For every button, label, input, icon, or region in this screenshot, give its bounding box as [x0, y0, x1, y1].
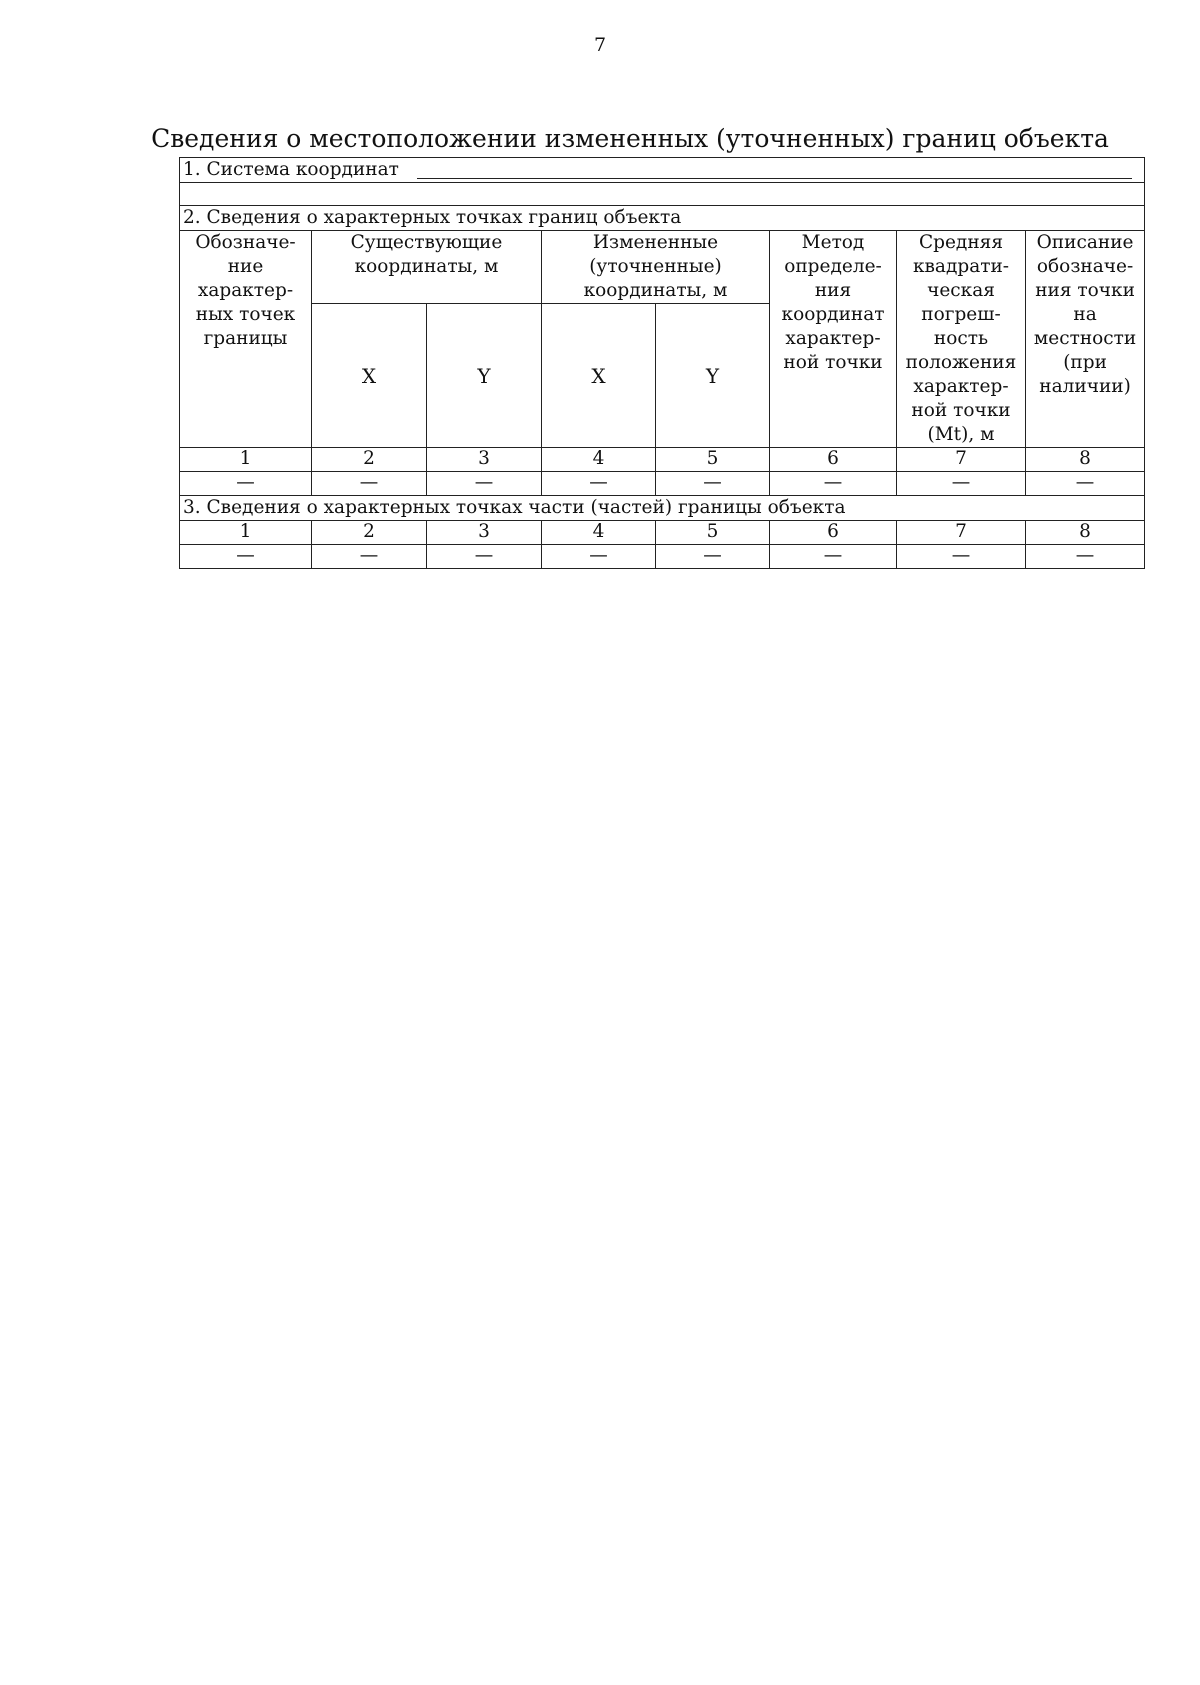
table-cell: —: [897, 472, 1026, 496]
section3-column-numbers: [180, 521, 1145, 545]
blank-cell: [180, 183, 1145, 206]
table-cell: —: [427, 472, 542, 496]
column-number: 7: [897, 448, 1026, 472]
section3-label: 3. Сведения о характерных точках части (частей) границы объекта: [180, 496, 1145, 521]
column-number: 8: [1026, 448, 1145, 472]
table-cell: —: [312, 545, 427, 569]
column-number: 4: [542, 448, 656, 472]
header-point-description: Описание обозначе- ния точки на местности (при наличии): [1026, 231, 1145, 448]
section2-label: 2. Сведения о характерных точках границ объекта: [180, 206, 1145, 231]
table-cell: —: [656, 545, 770, 569]
section3-header-row: [180, 496, 1145, 521]
header-changed-x: X: [542, 304, 656, 448]
column-number: 5: [656, 521, 770, 545]
coordinate-system-cell: [180, 158, 1145, 183]
header-point-designation: Обозначе- ние характер- ных точек границы: [180, 231, 312, 448]
header-method: Метод определе- ния координат характер- ной точки: [770, 231, 897, 448]
blank-row: [180, 183, 1145, 206]
section3-data-row: [180, 545, 1145, 569]
column-number: 8: [1026, 521, 1145, 545]
column-number: 2: [312, 521, 427, 545]
table-cell: —: [180, 545, 312, 569]
table-cell: —: [542, 545, 656, 569]
table-cell: —: [656, 472, 770, 496]
column-number: 7: [897, 521, 1026, 545]
header-changed-coordinates: Измененные (уточненные) координаты, м: [542, 231, 770, 304]
section2-header-row: [180, 206, 1145, 231]
header-existing-y: Y: [427, 304, 542, 448]
column-number: 6: [770, 448, 897, 472]
column-headers-top: [180, 231, 1145, 304]
section2-data-row: [180, 472, 1145, 496]
table-cell: —: [427, 545, 542, 569]
document-title: Сведения о местоположении измененных (уточненных) границ объекта: [151, 124, 1109, 153]
table-cell: —: [312, 472, 427, 496]
column-number: 2: [312, 448, 427, 472]
column-number: 1: [180, 448, 312, 472]
header-existing-coordinates: Существующие координаты, м: [312, 231, 542, 304]
table-cell: —: [180, 472, 312, 496]
column-number: 5: [656, 448, 770, 472]
coordinate-system-field[interactable]: [417, 158, 1132, 179]
table-cell: —: [1026, 545, 1145, 569]
table-cell: —: [897, 545, 1026, 569]
column-number: 6: [770, 521, 897, 545]
column-number: 3: [427, 521, 542, 545]
column-number: 1: [180, 521, 312, 545]
header-mean-square-error: Средняя квадрати- ческая погреш- ность положения характер- ной точки (Mt), м: [897, 231, 1026, 448]
table-cell: —: [770, 472, 897, 496]
coordinate-system-row: [180, 158, 1145, 183]
header-changed-y: Y: [656, 304, 770, 448]
coordinate-system-label: 1. Система координат: [183, 159, 399, 180]
table-cell: —: [1026, 472, 1145, 496]
column-number: 4: [542, 521, 656, 545]
column-number: 3: [427, 448, 542, 472]
header-existing-x: X: [312, 304, 427, 448]
section2-column-numbers: [180, 448, 1145, 472]
boundary-data-table: [179, 157, 1145, 569]
page-number: 7: [593, 34, 607, 56]
table-cell: —: [770, 545, 897, 569]
table-cell: —: [542, 472, 656, 496]
